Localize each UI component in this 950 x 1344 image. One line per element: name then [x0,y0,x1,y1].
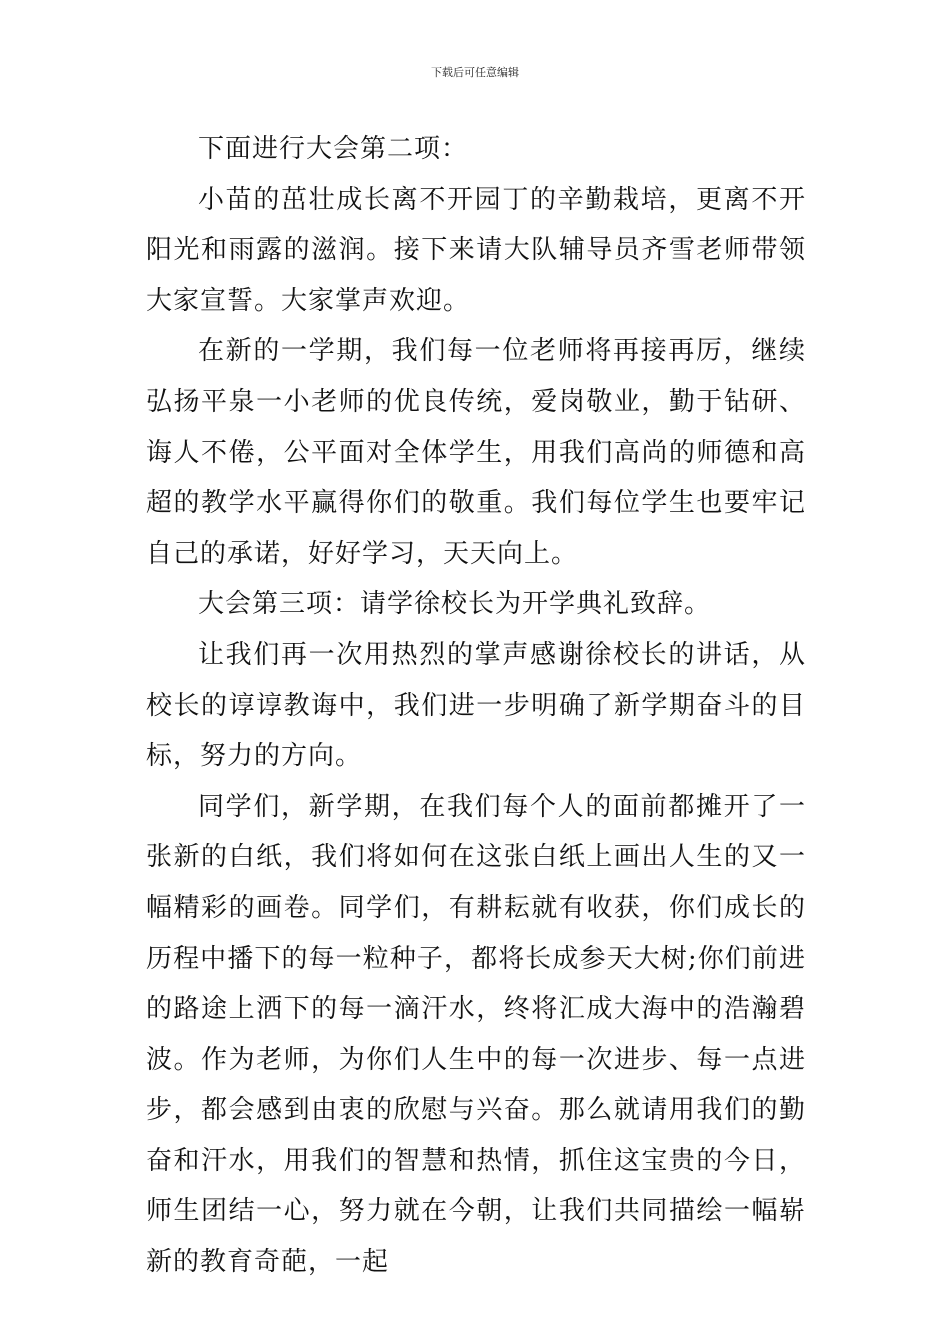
paragraph-oath-intro: 小苗的茁壮成长离不开园丁的辛勤栽培，更离不开阳光和雨露的滋润。接下来请大队辅导员齐雪老师带领大家宣誓。大家掌声欢迎。 [146,184,806,316]
page-header-note: 下载后可任意编辑 [431,66,519,79]
paragraph-closing-message: 同学们，新学期，在我们每个人的面前都摊开了一张新的白纸，我们将如何在这张白纸上画出人生的又一幅精彩的画卷。同学们，有耕耘就有收获，你们成长的历程中播下的每一粒种子，都将长成参天大树;你们前进的路途上洒下的每一滴汗水，终将汇成大海中的浩瀚碧波。作为老师，为你们人生中的每一次进步、每一点进步，都会感到由衷的欣慰与兴奋。那么就请用我们的勤奋和汗水，用我们的智慧和热情，抓住这宝贵的今日，师生团结一心，努力就在今朝，让我们共同描绘一幅崭新的教育奇葩，一起 [146,791,806,1278]
paragraph-thanks-principal: 让我们再一次用热烈的掌声感谢徐校长的讲话，从校长的谆谆教诲中，我们进一步明确了新学期奋斗的目标，努力的方向。 [146,639,806,772]
paragraph-agenda-item-two: 下面进行大会第二项： [198,134,469,164]
document-body [146,124,806,1288]
paragraph-agenda-item-three: 大会第三项：请学徐校长为开学典礼致辞。 [198,589,712,620]
paragraph-teacher-pledge: 在新的一学期，我们每一位老师将再接再厉，继续弘扬平泉一小老师的优良传统，爱岗敬业，勤于钻研、诲人不倦，公平面对全体学生，用我们高尚的师德和高超的教学水平赢得你们的敬重。我们每位学生也要牢记自己的承诺，好好学习，天天向上。 [146,336,806,569]
